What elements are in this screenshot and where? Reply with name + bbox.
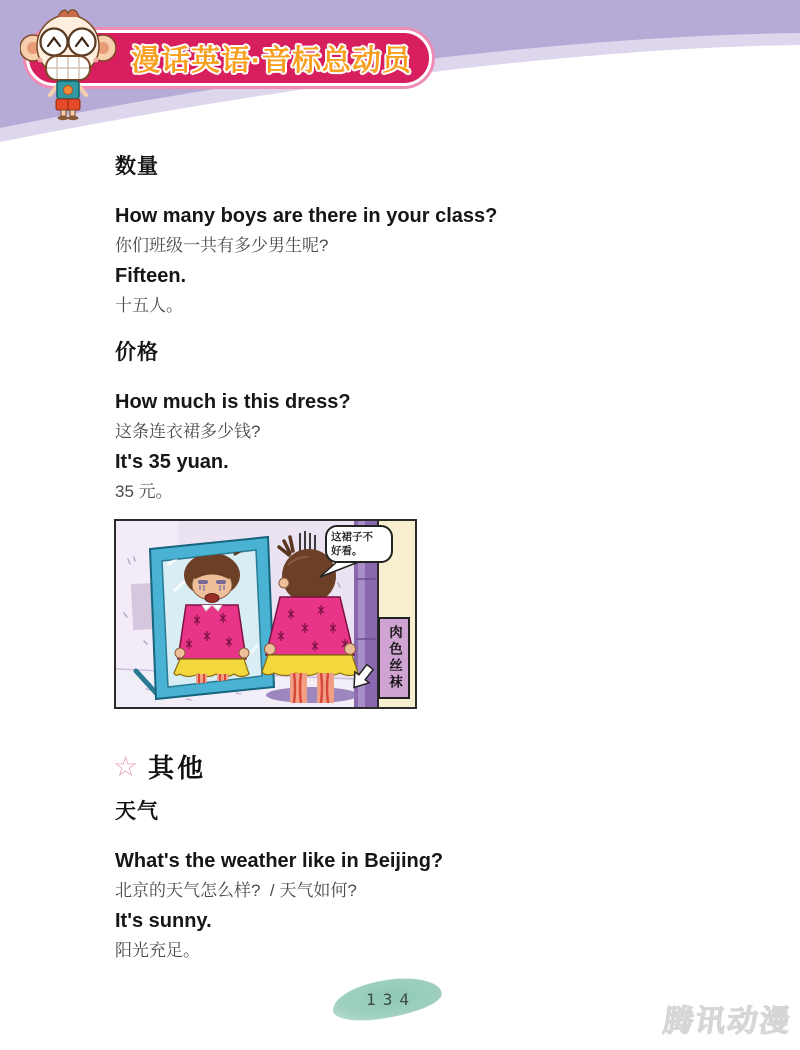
page-number-blob bbox=[330, 973, 444, 1024]
comic-panel bbox=[114, 519, 417, 709]
monkey-mascot-icon bbox=[20, 4, 116, 122]
subsection-divider bbox=[113, 748, 206, 785]
answer-zh: 阳光充足。 bbox=[115, 941, 200, 960]
question-zh: 这条连衣裙多少钱? bbox=[115, 422, 261, 441]
page-number: 134 bbox=[365, 989, 416, 1009]
page-title: 漫话英语·音标总动员 bbox=[131, 44, 412, 77]
answer-en: Fifteen. bbox=[115, 265, 187, 287]
section-heading: 价格 bbox=[115, 341, 159, 364]
section-quantity bbox=[115, 150, 715, 321]
answer-en: It's 35 yuan. bbox=[115, 451, 229, 473]
question-en: What's the weather like in Beijing? bbox=[115, 850, 444, 872]
question-en: How many boys are there in your class? bbox=[115, 205, 498, 227]
section-weather bbox=[115, 795, 715, 966]
section-price bbox=[115, 336, 715, 507]
question-zh: 你们班级一共有多少男生呢? bbox=[115, 236, 329, 255]
divider-label: 其他 bbox=[148, 753, 207, 783]
answer-zh: 十五人。 bbox=[115, 296, 183, 315]
question-zh: 北京的天气怎么样? / 天气如何? bbox=[115, 881, 357, 900]
star-icon: ☆ bbox=[113, 750, 139, 782]
stockings-sign: 肉色丝袜 bbox=[378, 617, 410, 699]
answer-en: It's sunny. bbox=[115, 910, 212, 932]
speech-bubble: 这裙子不好看。 bbox=[331, 531, 373, 558]
watermark-logo: 腾讯动漫 bbox=[661, 1005, 794, 1038]
question-en: How much is this dress? bbox=[115, 391, 351, 413]
answer-zh: 35 元。 bbox=[115, 482, 173, 501]
section-heading: 天气 bbox=[115, 800, 159, 823]
section-heading: 数量 bbox=[115, 155, 159, 178]
